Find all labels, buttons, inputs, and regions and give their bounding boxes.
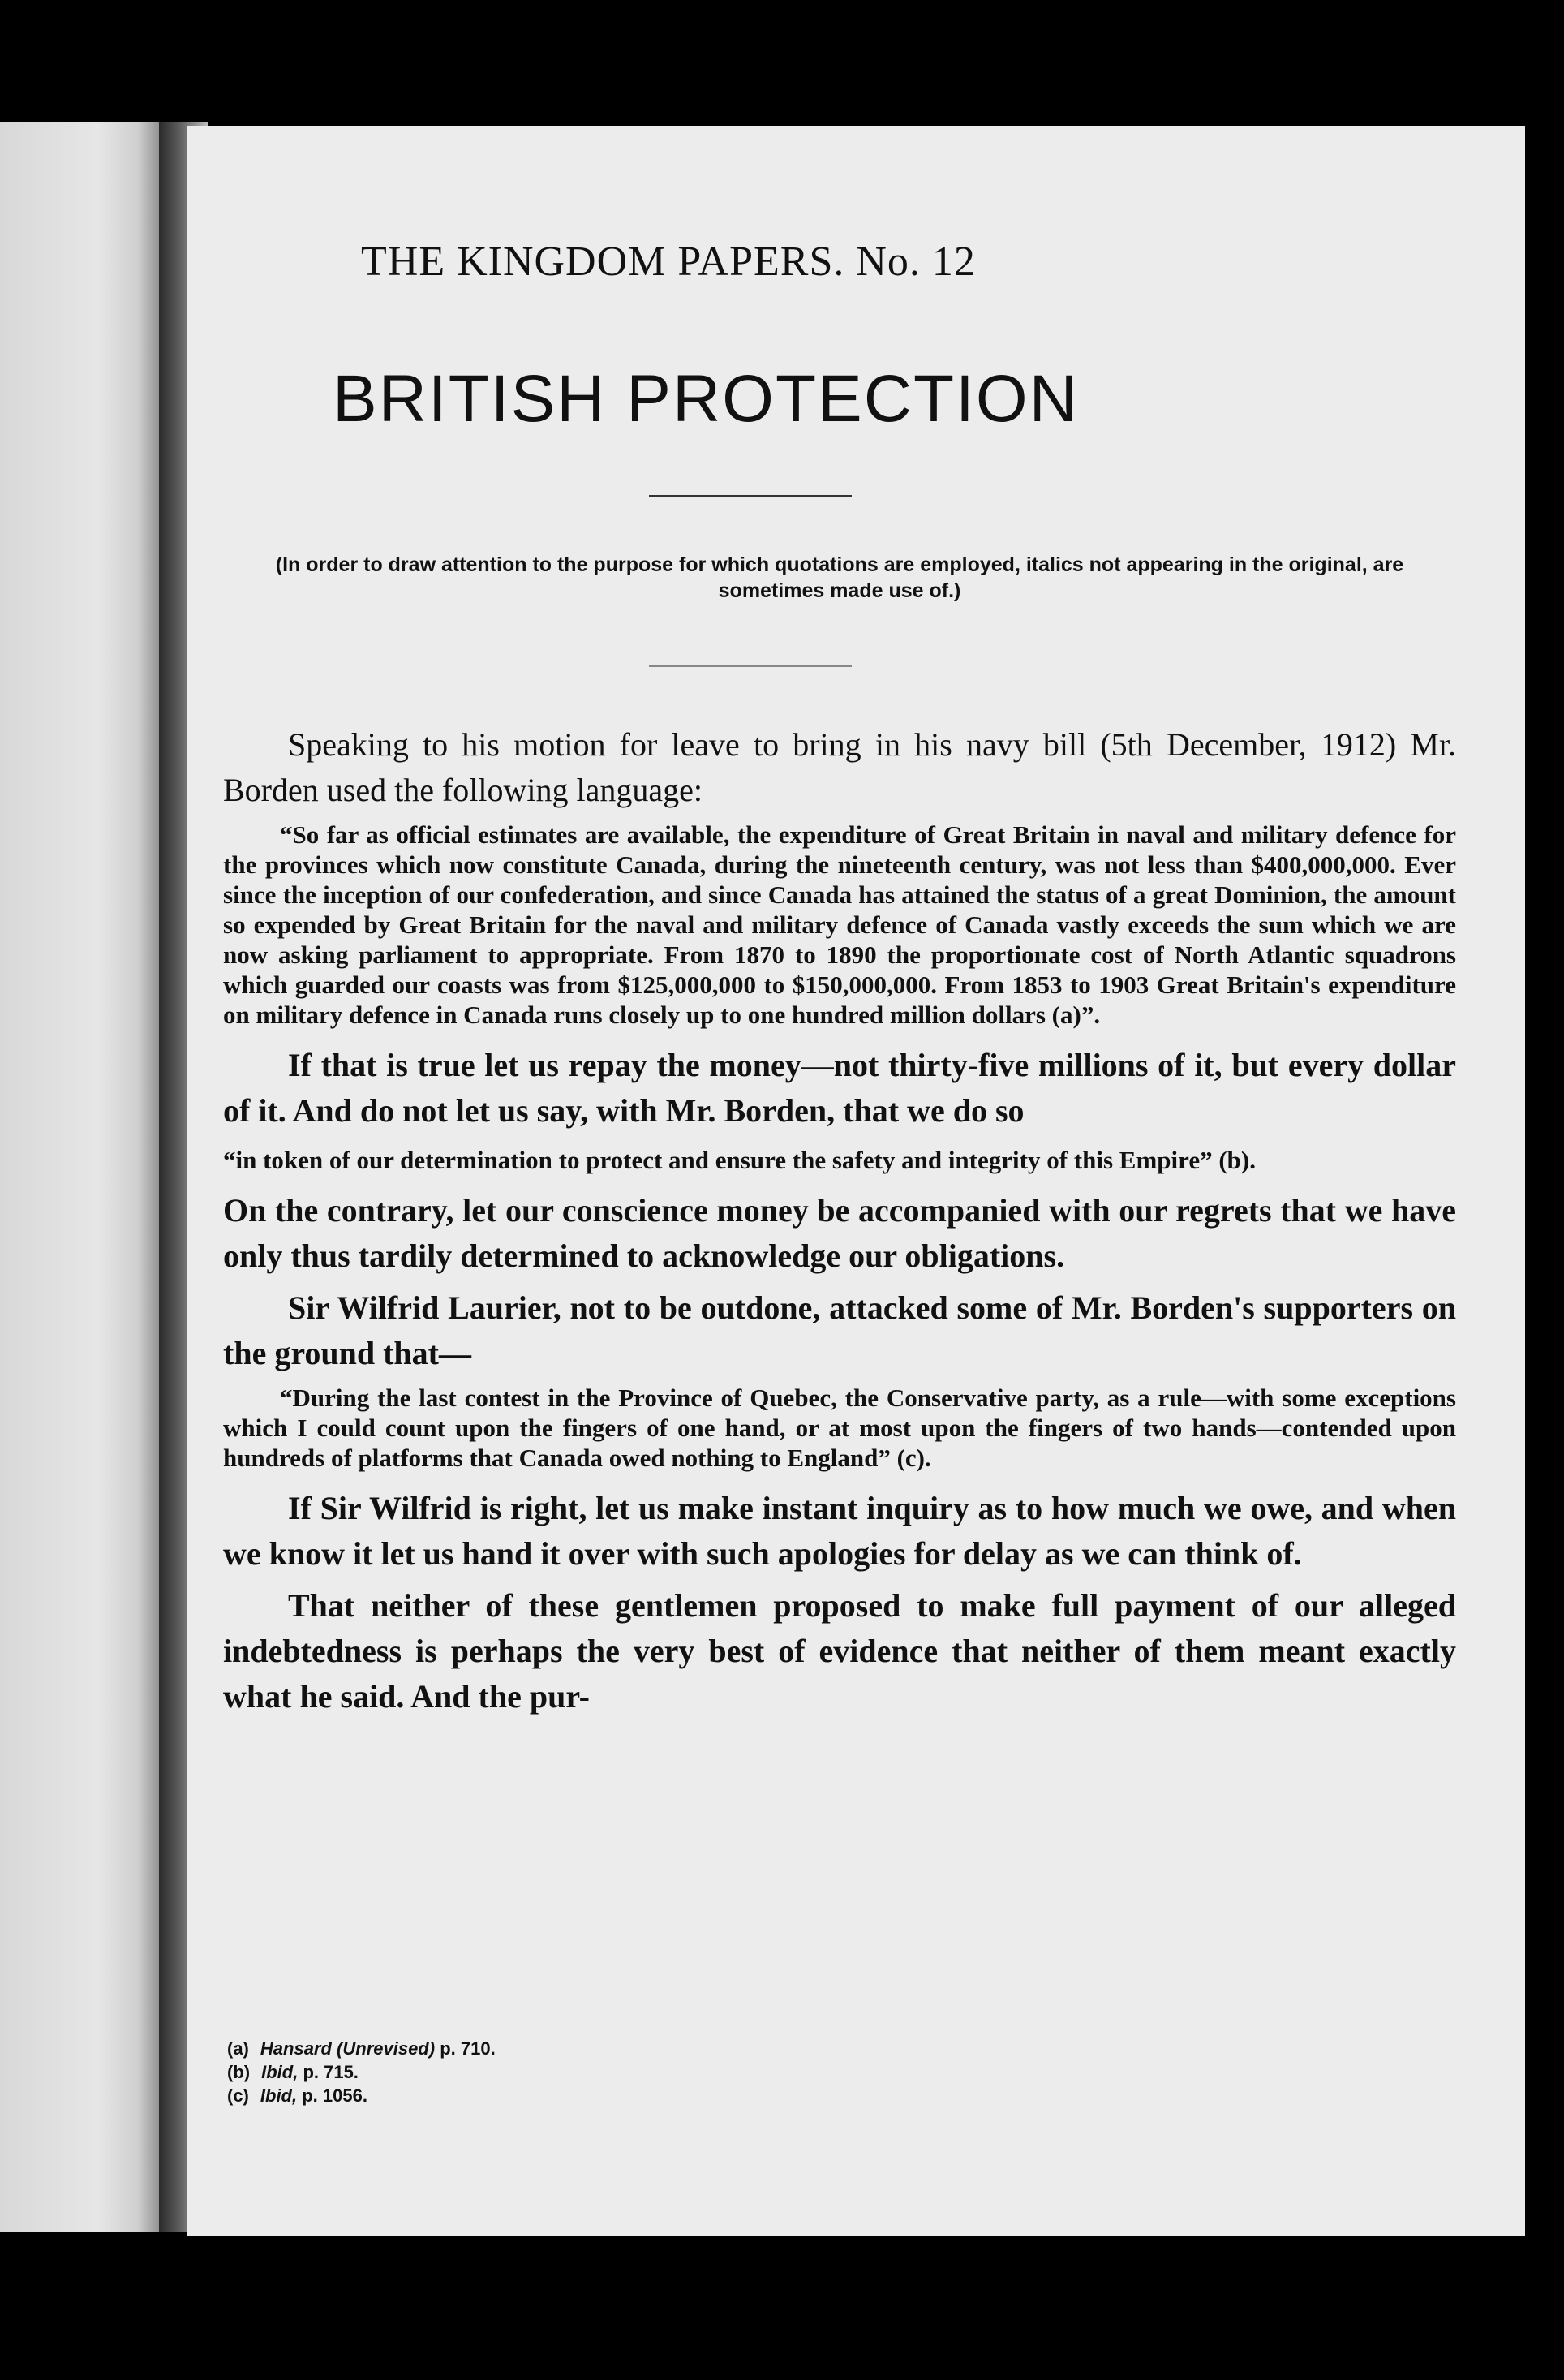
- footnote-c: (c) Ibid, p. 1056.: [227, 2085, 367, 2106]
- paragraph-neither: That neither of these gentlemen proposed to make full payment of our alleged indebtedness is perhaps the very best of evidence that neither of them meant exactly what he said. And the pur-: [223, 1587, 1456, 1715]
- paragraph-laurier: Sir Wilfrid Laurier, not to be outdone, attacked some of Mr. Borden's supporters on the ground that—: [223, 1289, 1456, 1371]
- paragraph-contrary: On the contrary, let our conscience money be accompanied with our regrets that we have only thus tardily determined to acknowledge our obligations.: [223, 1192, 1456, 1274]
- quote-token: “in token of our determination to protect and ensure the safety and integrity of this Empire” (b).: [223, 1146, 1256, 1174]
- paragraph-sir-wilfrid: If Sir Wilfrid is right, let us make instant inquiry as to how much we owe, and when we know it let us hand it over with such apologies for delay as we can think of.: [223, 1490, 1456, 1572]
- paragraph-intro: Speaking to his motion for leave to bring in his navy bill (5th December, 1912) Mr. Borden used the following language:: [223, 726, 1456, 808]
- italics-note: (In order to draw attention to the purpose for which quotations are employed, italics not appearing in the original, are sometimes made use of.): [275, 553, 1404, 602]
- page-title: BRITISH PROTECTION: [333, 362, 1079, 436]
- note-divider: [649, 665, 852, 667]
- footnotes: [227, 2037, 876, 2107]
- footnote-a: (a) Hansard (Unrevised) p. 710.: [227, 2038, 496, 2059]
- paragraph-repay: If that is true let us repay the money—not thirty-five millions of it, but every dollar of it. And do not let us say, with Mr. Borden, that we do so: [223, 1047, 1456, 1129]
- document-page: [187, 126, 1525, 2236]
- body-text: [223, 722, 1456, 1726]
- title-divider: [649, 495, 852, 497]
- quote-laurier: “During the last contest in the Province of Quebec, the Conservative party, as a rule—with some exceptions which I could count upon the fingers of one hand, or at most upon the fingers of two hands—contended upon hundreds of platforms that Canada owed nothing to England” (c).: [223, 1384, 1456, 1472]
- quote-borden: “So far as official estimates are available, the expenditure of Great Britain in naval and military defence for the provinces which now constitute Canada, during the nineteenth century, was not less than $400,000,000. Ever since the inception of our confederation, and since Canada has attained the status of a great Dominion, the amount so expended by Great Britain for the naval and military defence of Canada vastly exceeds the sum which we are now asking parliament to appropriate. From 1870 to 1890 the proportionate cost of North Atlantic squadrons which guarded our coasts was from $125,000,000 to $150,000,000. From 1853 to 1903 Great Britain's expenditure on military defence in Canada runs closely up to one hundred million dollars (a)”.: [223, 820, 1456, 1029]
- footnote-b: (b) Ibid, p. 715.: [227, 2062, 359, 2082]
- series-header: THE KINGDOM PAPERS. No. 12: [361, 239, 976, 285]
- facing-page-edge: [0, 122, 162, 2232]
